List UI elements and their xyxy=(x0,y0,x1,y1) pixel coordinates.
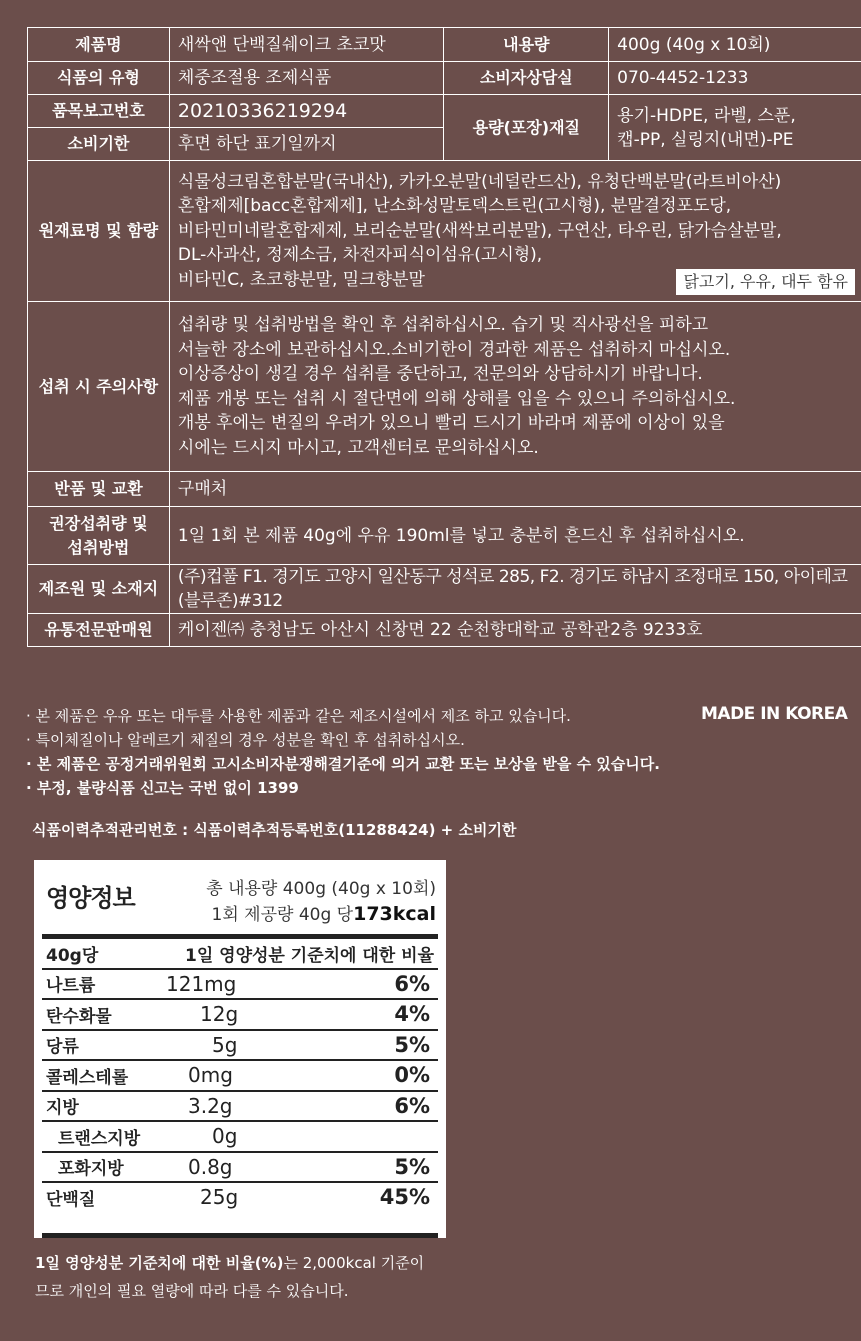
nutrient-percent: 45% xyxy=(326,1182,438,1212)
product-name-value: 새싹앤 단백질쉐이크 초코맛 xyxy=(169,28,444,62)
caution-line: 제품 개봉 또는 섭취 시 절단면에 의해 상해를 입을 수 있으니 주의하십시오. xyxy=(177,388,736,409)
nutrient-row xyxy=(42,1030,438,1061)
dosage-label-line: 권장섭취량 및 xyxy=(49,513,148,533)
dosage-label-line: 섭취방법 xyxy=(67,537,130,557)
ingredients-label: 원재료명 및 함량 xyxy=(28,161,170,302)
nutrient-row xyxy=(42,1182,438,1212)
nutrient-row xyxy=(42,969,438,1000)
nutrient-name: 지방 xyxy=(42,1091,162,1122)
nutrient-name: 당류 xyxy=(42,1030,162,1061)
nutrient-percent: 0% xyxy=(326,1060,438,1091)
nutrient-percent: 5% xyxy=(326,1152,438,1183)
distributor-value: 케이젠㈜ 충청남도 아산시 신창면 22 순천향대학교 공학관2층 9233호 xyxy=(169,614,861,647)
dosage-value: 1일 1회 본 제품 40g에 우유 190ml를 넣고 충분히 흔드신 후 섭취하십시오. xyxy=(169,507,861,565)
material-line: 용기-HDPE, 라벨, 스푼, xyxy=(617,105,796,126)
caution-line: 서늘한 장소에 보관하십시오.소비기한이 경과한 제품은 섭취하지 마십시오. xyxy=(177,339,731,360)
nutrition-serving xyxy=(212,900,436,925)
ingredient-line: 비타민C, 초코향분말, 밀크향분말 xyxy=(177,269,425,290)
nutrition-title: 영양정보 xyxy=(46,884,135,912)
nutrition-bottom-rule xyxy=(42,1233,438,1238)
food-type-value: 체중조절용 조제식품 xyxy=(169,62,444,95)
maker-label: 제조원 및 소재지 xyxy=(28,565,170,614)
ingredient-line: 비타민미네랄혼합제제, 보리순분말(새싹보리분말), 구연산, 타우린, 닭가슴살분말, xyxy=(177,220,782,241)
nutrient-percent: 6% xyxy=(326,1091,438,1122)
nutrient-percent: 6% xyxy=(326,969,438,1000)
nutrient-amount: 5g xyxy=(162,1030,326,1061)
allergen-badge: 닭고기, 우유, 대두 함유 xyxy=(676,269,855,295)
nutrient-row xyxy=(42,1091,438,1122)
nutrition-header-row xyxy=(42,937,438,969)
nutrition-footnote xyxy=(35,1249,455,1305)
nutrient-amount: 0g xyxy=(162,1121,326,1152)
volume-label: 내용량 xyxy=(444,28,609,62)
material-value xyxy=(609,95,861,161)
nutrient-amount: 12g xyxy=(162,999,326,1030)
nutrient-row xyxy=(42,1121,438,1152)
consumer-label: 소비자상담실 xyxy=(444,62,609,95)
nutrition-header xyxy=(34,860,446,934)
nutrient-percent xyxy=(326,1121,438,1152)
nutrient-percent: 5% xyxy=(326,1030,438,1061)
nutrient-row xyxy=(42,1060,438,1091)
report-no-value: 20210336219294 xyxy=(169,95,444,128)
caution-line: 섭취량 및 섭취방법을 확인 후 섭취하십시오. 습기 및 직사광선을 피하고 xyxy=(177,315,709,335)
nutrient-percent: 4% xyxy=(326,999,438,1030)
nutrient-name: 포화지방 xyxy=(42,1152,162,1183)
notice-item: · 본 제품은 우유 또는 대두를 사용한 제품과 같은 제조시설에서 제조 하고 있습니다. xyxy=(26,707,571,725)
footnote-bold: 1일 영양성분 기준치에 대한 비율(%) xyxy=(35,1254,284,1272)
return-value: 구매처 xyxy=(169,472,861,507)
material-line: 캡-PP, 실링지(내면)-PE xyxy=(617,129,794,150)
made-in-label: MADE IN KOREA xyxy=(701,704,848,724)
volume-value: 400g (40g x 10회) xyxy=(609,28,861,62)
caution-line: 이상증상이 생길 경우 섭취를 중단하고, 전문의와 상담하시기 바랍니다. xyxy=(177,364,703,384)
dosage-label xyxy=(28,507,170,565)
product-name-label: 제품명 xyxy=(28,28,170,62)
caution-line: 개봉 후에는 변질의 우려가 있으니 빨리 드시기 바라며 제품에 이상이 있을 xyxy=(177,413,725,433)
ingredient-line: DL-사과산, 정제소금, 차전자피식이섬유(고시형), xyxy=(177,245,543,266)
nutrient-amount: 25g xyxy=(162,1182,326,1212)
nutrient-row xyxy=(42,999,438,1030)
trace-number: 식품이력추적관리번호 : 식품이력추적등록번호(11288424) + 소비기한 xyxy=(32,821,517,839)
material-label: 용량(포장)재질 xyxy=(444,95,609,161)
ingredient-line: 혼합제제[bacc혼합제제], 난소화성말토덱스트린(고시형), 분말결정포도당, xyxy=(177,196,732,217)
nutrient-name: 트랜스지방 xyxy=(42,1121,162,1152)
per-label: 40g당 xyxy=(42,937,162,969)
caution-label: 섭취 시 주의사항 xyxy=(28,302,170,472)
ingredients-value xyxy=(169,161,861,302)
nutrition-table xyxy=(42,934,438,1212)
nutrient-name: 탄수화물 xyxy=(42,999,162,1030)
nutrient-amount: 0mg xyxy=(162,1060,326,1091)
caution-line: 시에는 드시지 마시고, 고객센터로 문의하십시오. xyxy=(177,437,539,458)
distributor-label: 유통전문판매원 xyxy=(28,614,170,647)
notice-item: · 본 제품은 공정거래위원회 고시소비자분쟁해결기준에 의거 교환 또는 보상을 받을 수 있습니다. xyxy=(26,755,660,773)
product-info-table xyxy=(27,27,861,647)
maker-value: (주)컵풀 F1. 경기도 고양시 일산동구 성석로 285, F2. 경기도 하남시 조정대로 150, 아이테코(블루존)#312 xyxy=(169,565,861,614)
notice-item: · 특이체질이나 알레르기 체질의 경우 성분을 확인 후 섭취하십시오. xyxy=(26,731,465,749)
expiry-value: 후면 하단 표기일까지 xyxy=(169,128,444,161)
expiry-label: 소비기한 xyxy=(28,128,170,161)
nutrient-name: 나트륨 xyxy=(42,969,162,1000)
consumer-phone: 070-4452-1233 xyxy=(609,62,861,95)
nutrition-total: 총 내용량 400g (40g x 10회) xyxy=(206,879,436,899)
nutrient-amount: 3.2g xyxy=(162,1091,326,1122)
nutrition-panel xyxy=(34,860,446,1238)
caution-value xyxy=(169,302,861,472)
serving-text: 1회 제공량 40g 당 xyxy=(211,905,354,925)
notice-item: · 부정, 불량식품 신고는 국번 없이 1399 xyxy=(26,779,299,797)
footnote-text: 므로 개인의 필요 열량에 따라 다를 수 있습니다. xyxy=(35,1282,349,1300)
nutrient-name: 콜레스테롤 xyxy=(42,1060,162,1091)
nutrient-amount: 0.8g xyxy=(162,1152,326,1183)
nutrient-name: 단백질 xyxy=(42,1182,162,1212)
ratio-label: 1일 영양성분 기준치에 대한 비율 xyxy=(162,937,438,969)
return-label: 반품 및 교환 xyxy=(28,472,170,507)
footnote-text: 는 2,000kcal 기준이 xyxy=(283,1254,425,1272)
food-type-label: 식품의 유형 xyxy=(28,62,170,95)
ingredient-line: 식물성크림혼합분말(국내산), 카카오분말(네덜란드산), 유청단백분말(라트비아산) xyxy=(177,171,782,192)
nutrient-row xyxy=(42,1152,438,1183)
nutrient-amount: 121mg xyxy=(162,969,326,1000)
report-no-label: 품목보고번호 xyxy=(28,95,170,128)
kcal-value: 173kcal xyxy=(353,903,436,925)
